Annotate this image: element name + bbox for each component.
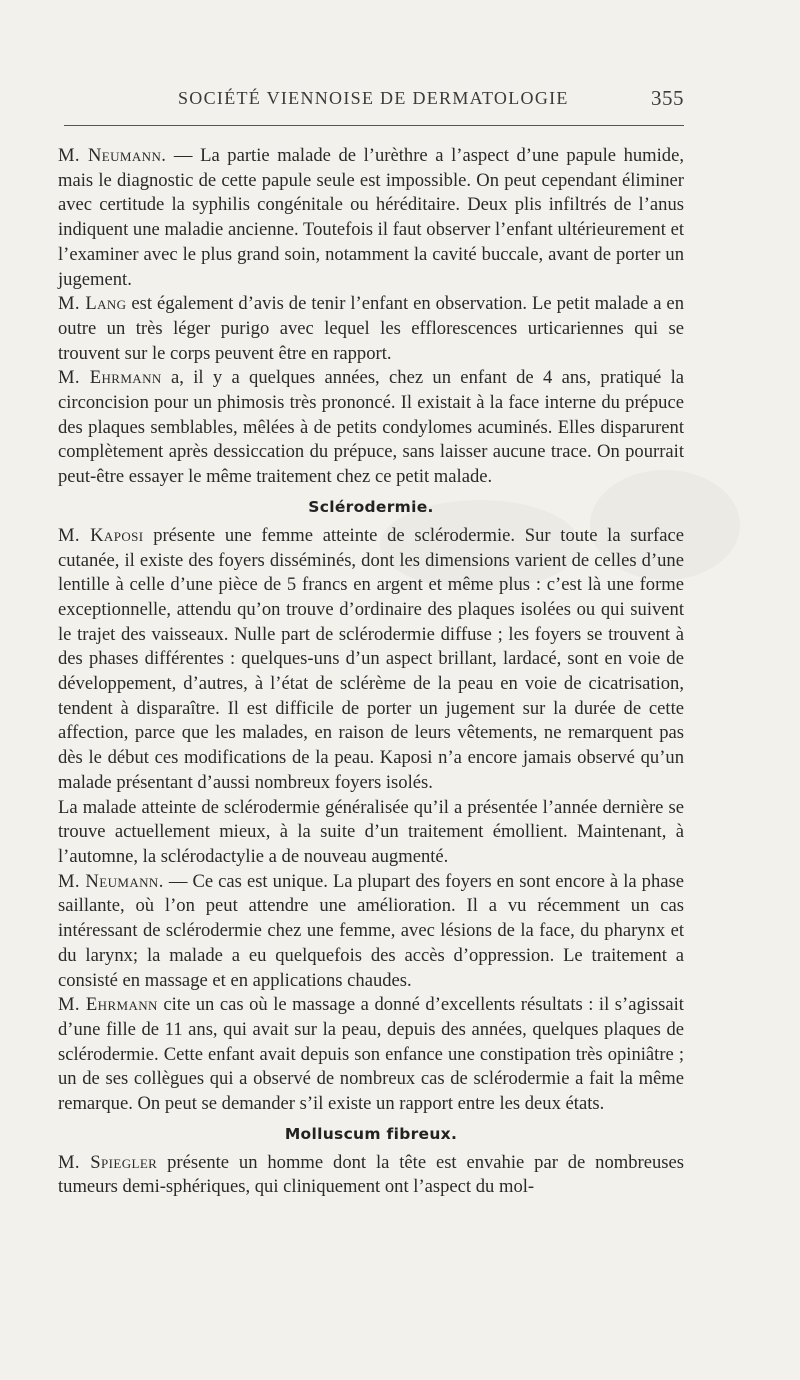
paragraph <box>58 524 684 796</box>
paragraph-text: présente un homme dont la tête est envahie par de nombreuses tumeurs demi-sphériques, qui cliniquement ont l’aspect du mol- <box>58 1151 684 1198</box>
paragraph <box>58 870 684 994</box>
speaker-name: M. Spiegler <box>58 1151 158 1173</box>
paragraph-text: — Ce cas est unique. La plupart des foyers en sont encore à la phase saillante, où l’on peut attendre une amélioration. Il a vu récemment un cas intéressant de sclérodermie chez une femme, avec lésions de la face, du pharynx et du larynx; la malade a eu quelquefois des accès d’oppression. Le traitement a consisté en massage et en applications chaudes. <box>58 870 684 991</box>
page-number: 355 <box>651 86 684 110</box>
paragraph-text: — La partie malade de l’urèthre a l’aspect d’une papule humide, mais le diagnostic de cette papule seule est impossible. On peut cependant éliminer avec certitude la syphilis congénitale ou héréditaire. Deux plis infiltrés de l’anus indiquent une maladie ancienne. Toutefois il faut observer l’enfant ultérieurement et l’examiner avec le plus grand soin, notamment la cavité buccale, avant de porter un jugement. <box>58 145 685 290</box>
section-heading: Molluscum fibreux. <box>284 1124 458 1143</box>
speaker-name: M. Neumann. <box>58 870 164 892</box>
paragraph <box>58 1151 684 1200</box>
running-title: SOCIÉTÉ VIENNOISE DE DERMATOLOGIE <box>178 88 569 108</box>
running-head <box>58 82 684 110</box>
paragraph <box>58 144 684 292</box>
paragraph <box>58 366 684 490</box>
paragraph-text: présente une femme atteinte de sclérodermie. Sur toute la surface cutanée, il existe des foyers disséminés, dont les dimensions varient de celles d’une lentille à celle d’une pièce de 5 francs en argent et même plus : c’est là une forme exceptionnelle, attendu qu’on trouve d’ordinaire des plaques isolées ou qui suivent le trajet des vaisseaux. Nulle part de sclérodermie diffuse ; les foyers se trouvent à des phases différentes : quelques-uns d’un aspect brillant, lardacé, sont en voie de développement, d’autres, à l’état de sclérème de la peau en voie de cicatrisation, tendent à disparaître. Il est difficile de porter un jugement sur la durée de cette affection, parce que les malades, en raison de leurs vêtements, ne remarquent pas dès le début ces modifications de la peau. Kaposi n’a encore jamais observé qu’un malade présentant d’aussi nombreux foyers isolés. <box>58 524 684 793</box>
speaker-name: M. Ehrmann <box>58 994 158 1016</box>
paragraph <box>58 993 684 1117</box>
paragraph <box>58 796 684 870</box>
header-rule <box>64 125 684 126</box>
body-text <box>58 144 684 1200</box>
speaker-name: M. Ehrmann <box>58 367 162 389</box>
paragraph-text: cite un cas où le massage a donné d’excellents résultats : il s’agissait d’une fille de 11 ans, qui avait sur la peau, depuis des années, quelques plaques de sclérodermie. Cette enfant avait depuis son enfance une constipation très opiniâtre ; un de ses collègues qui a observé de nombreux cas de sclérodermie a fait la même remarque. On peut se demander s’il existe un rapport entre les deux états. <box>58 994 684 1115</box>
paragraph-text: a, il y a quelques années, chez un enfant de 4 ans, pratiqué la circoncision pour un phimosis très prononcé. Il existait à la face interne du prépuce des plaques semblables, mêlées à de petits condylomes acuminés. Elles disparurent complètement après dessiccation du prépuce, sans laisser aucune trace. On pourrait peut-être essayer le même traitement chez ce petit malade. <box>58 367 684 488</box>
speaker-name: M. Neumann. <box>58 145 167 166</box>
paragraph-text: La malade atteinte de sclérodermie généralisée qu’il a présentée l’année dernière se trouve actuellement mieux, à la suite d’un traitement émollient. Maintenant, à l’automne, la sclérodactylie a de nouveau augmenté. <box>58 796 684 867</box>
paragraph-text: est également d’avis de tenir l’enfant en observation. Le petit malade a en outre un très léger purigo avec lequel les efflorescences urticariennes qui se trouvent sur le corps peuvent être en rapport. <box>58 293 684 364</box>
paragraph <box>58 292 684 366</box>
book-page <box>58 82 684 1362</box>
section-heading: Sclérodermie. <box>308 497 434 516</box>
speaker-name: M. Lang <box>58 293 127 315</box>
speaker-name: M. Kaposi <box>58 524 144 546</box>
